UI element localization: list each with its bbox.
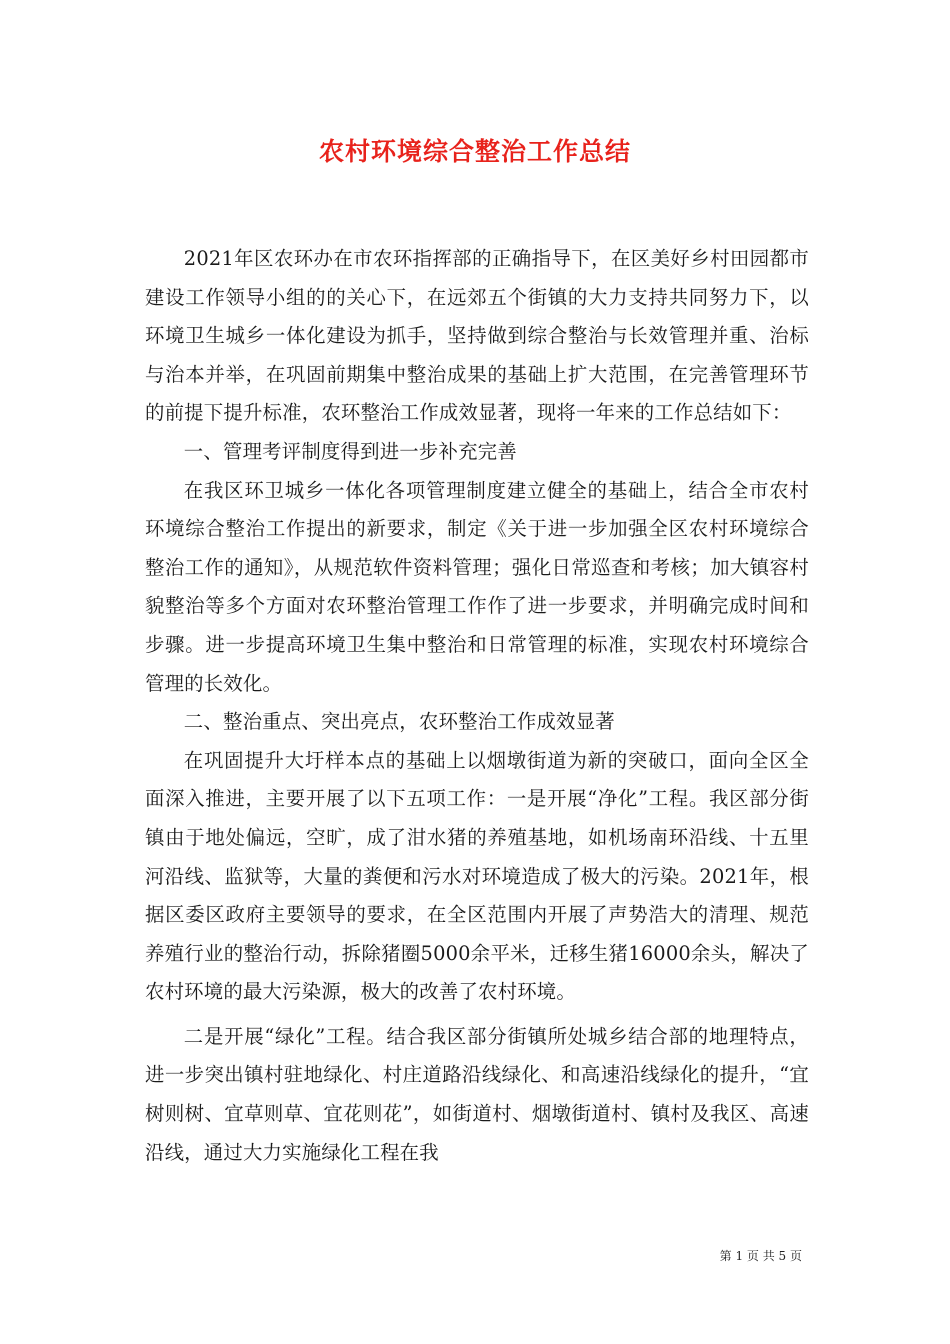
- document-title: 农村环境综合整治工作总结: [318, 137, 631, 166]
- section-1-paragraph: 在我区环卫城乡一体化各项管理制度建立健全的基础上，结合全市农村环境综合整治工作提出的新要求，制定《关于进一步加强全区农村环境综合整治工作的通知》，从规范软件资料管理；强化日常巡查和考核；加大镇容村貌整治等多个方面对农环整治管理工作作了进一步要求，并明确完成时间和步骤。进一步提高环境卫生集中整治和日常管理的标准，实现农村环境综合管理的长效化。: [145, 478, 809, 695]
- section-2-paragraph-2: 二是开展“绿化”工程。结合我区部分街镇所处城乡结合部的地理特点，进一步突出镇村驻地绿化、村庄道路沿线绿化、和高速沿线绿化的提升，“宜树则树、宜草则草、宜花则花”，如街道村、烟墩街道村、镇村及我区、高速沿线，通过大力实施绿化工程在我: [145, 1024, 809, 1164]
- section-heading-2: 二、整治重点、突出亮点，农环整治工作成效显著: [183, 710, 615, 734]
- section-2-paragraph-1: 在巩固提升大圩样本点的基础上以烟墩街道为新的突破口，面向全区全面深入推进，主要开展了以下五项工作：一是开展“净化”工程。我区部分街镇由于地处偏远，空旷，成了泔水猪的养殖基地，如机场南环沿线、十五里河沿线、监狱等，大量的粪便和污水对环境造成了极大的污染。2021年，根据区委区政府主要领导的要求，在全区范围内开展了声势浩大的清理、规范养殖行业的整治行动，拆除猪圈5000余平米，迁移生猪16000余头，解决了农村环境的最大污染源，极大的改善了农村环境。: [145, 748, 809, 1004]
- section-heading-1: 一、管理考评制度得到进一步补充完善: [183, 439, 517, 463]
- page-number: 第 1 页 共 5 页: [719, 1249, 802, 1263]
- document-body: [145, 240, 809, 1172]
- intro-paragraph: 2021年区农环办在市农环指挥部的正确指导下，在区美好乡村田园都市建设工作领导小组的的关心下，在远郊五个街镇的大力支持共同努力下，以环境卫生城乡一体化建设为抓手，坚持做到综合整治与长效管理并重、治标与治本并举，在巩固前期集中整治成果的基础上扩大范围，在完善管理环节的前提下提升标准，农环整治工作成效显著，现将一年来的工作总结如下：: [145, 247, 809, 425]
